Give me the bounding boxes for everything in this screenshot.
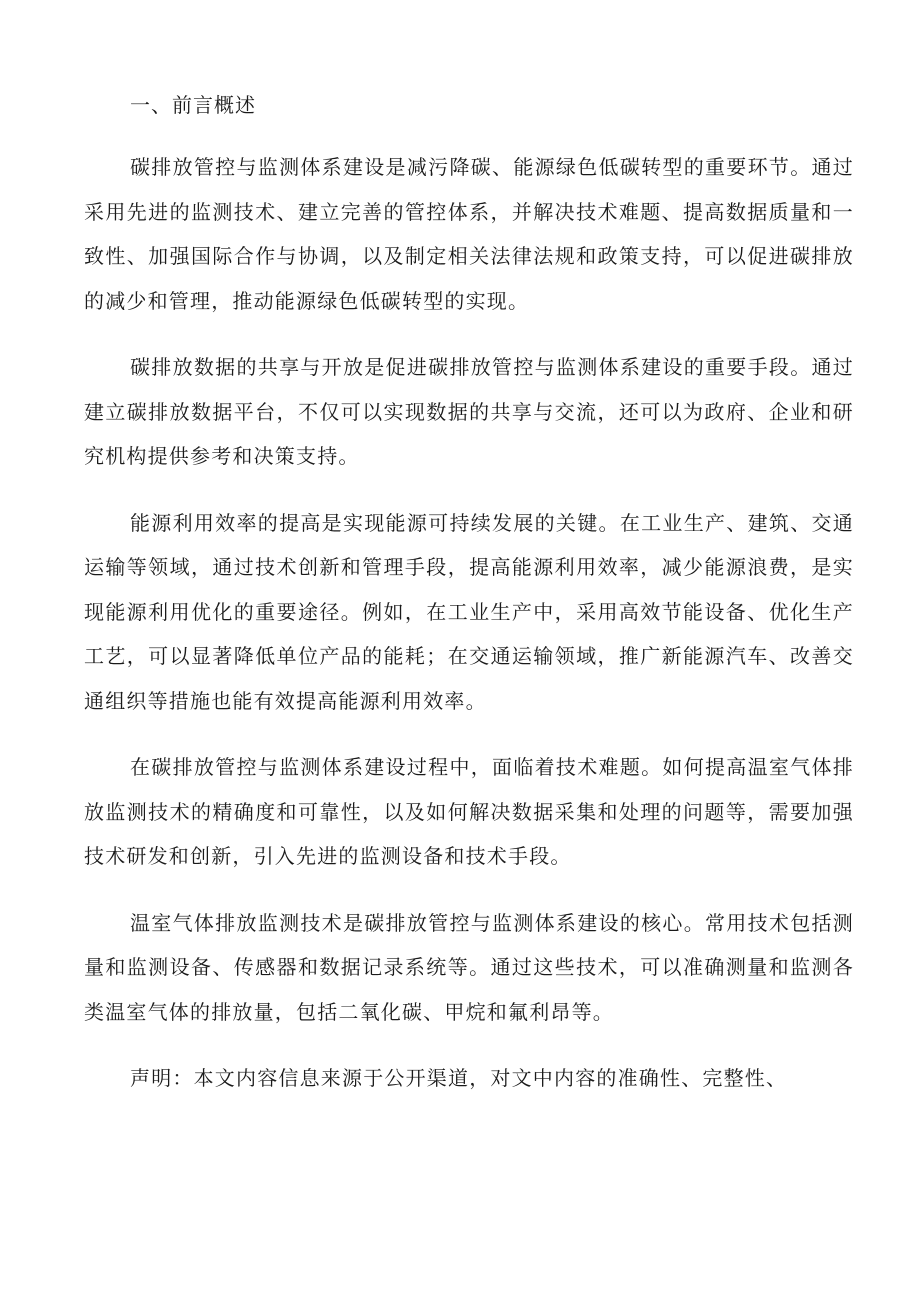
section-heading: 一、前言概述 <box>130 93 256 117</box>
paragraph-data-sharing: 碳排放数据的共享与开放是促进碳排放管控与监测体系建设的重要手段。通过建立碳排放数据平台，不仅可以实现数据的共享与交流，还可以为政府、企业和研究机构提供参考和决策支持。 <box>84 355 854 468</box>
document-page <box>84 85 854 1123</box>
statement-paragraph: 声明：本文内容信息来源于公开渠道，对文中内容的准确性、完整性、 <box>130 1066 788 1090</box>
paragraph-technical-challenges: 在碳排放管控与监测体系建设过程中，面临着技术难题。如何提高温室气体排放监测技术的精确度和可靠性，以及如何解决数据采集和处理的问题等，需要加强技术研发和创新，引入先进的监测设备和技术手段。 <box>84 755 854 868</box>
paragraph-energy-efficiency: 能源利用效率的提高是实现能源可持续发展的关键。在工业生产、建筑、交通运输等领域，通过技术创新和管理手段，提高能源利用效率，减少能源浪费，是实现能源利用优化的重要途径。例如，在工业生产中，采用高效节能设备、优化生产工艺，可以显著降低单位产品的能耗；在交通运输领域，推广新能源汽车、改善交通组织等措施也能有效提高能源利用效率。 <box>84 510 854 713</box>
paragraph-monitoring-technology: 温室气体排放监测技术是碳排放管控与监测体系建设的核心。常用技术包括测量和监测设备、传感器和数据记录系统等。通过这些技术，可以准确测量和监测各类温室气体的排放量，包括二氧化碳、甲烷和氟利昂等。 <box>84 910 854 1024</box>
paragraph-carbon-control: 碳排放管控与监测体系建设是减污降碳、能源绿色低碳转型的重要环节。通过采用先进的监测技术、建立完善的管控体系，并解决技术难题、提高数据质量和一致性、加强国际合作与协调，以及制定相关法律法规和政策支持，可以促进碳排放的减少和管理，推动能源绿色低碳转型的实现。 <box>84 155 854 313</box>
